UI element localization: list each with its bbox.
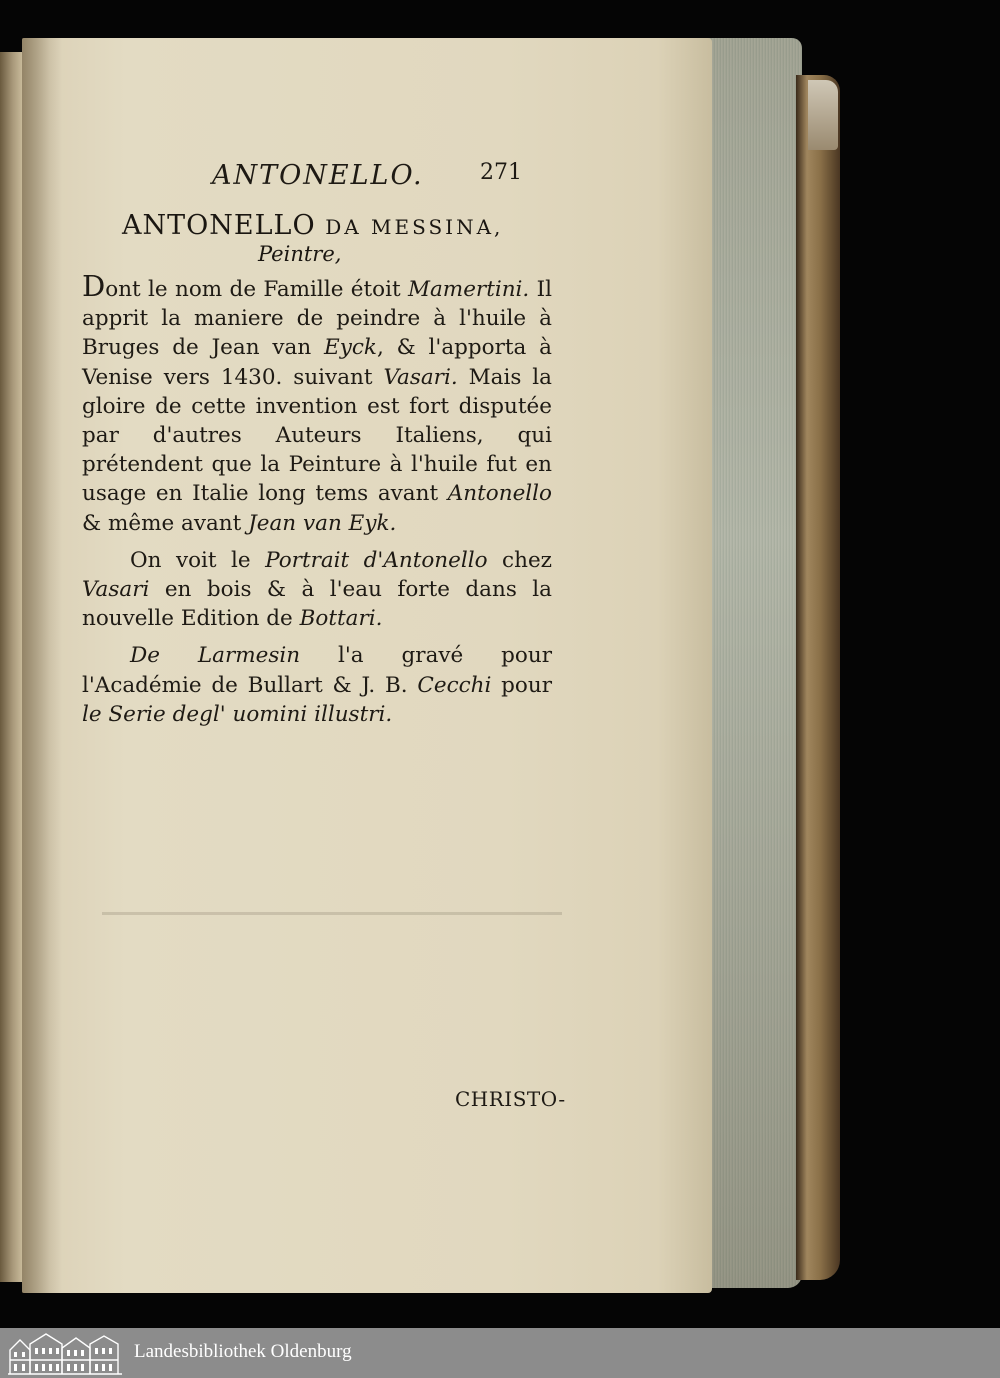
footer-bar [0, 1328, 1000, 1378]
italic-run: Antonello [447, 481, 552, 507]
italic-run: Bottari. [299, 606, 383, 632]
italic-run: Cecchi [417, 672, 492, 698]
entry-subtitle: Peintre, [258, 242, 342, 266]
text-run: & même avant [82, 510, 249, 536]
running-header: ANTONELLO. [212, 160, 424, 191]
library-building-icon [6, 1330, 124, 1376]
entry-body [82, 269, 552, 737]
text-run: ont le nom de Famille étoit [105, 277, 408, 302]
text-run: l'a gravé pour l'Académie de Bullart & J. B. [82, 643, 552, 698]
drop-cap: D [82, 269, 106, 303]
italic-run: De Larmesin [130, 643, 301, 669]
text-run: Mais la gloire de cette invention est fort disputée par d'autres Auteurs Italiens, qui prétendent que la Peinture à l'huile fut en usage en Italie long tems avant [82, 364, 552, 507]
entry-title [122, 210, 503, 241]
text-run: chez [487, 547, 552, 573]
catchword: CHRISTO- [455, 1087, 566, 1111]
book-cover-edge [796, 75, 840, 1280]
text-run: On voit le [130, 547, 266, 573]
italic-run: Vasari. [383, 364, 458, 390]
italic-run: Mamertini. [407, 277, 530, 302]
paragraph-3 [82, 641, 552, 729]
paragraph-1 [82, 269, 552, 538]
page-number: 271 [480, 160, 522, 185]
torn-cover-corner [808, 80, 838, 150]
italic-run: le Serie degl' uomini illustri. [82, 701, 393, 727]
library-name: Landesbibliothek Oldenburg [134, 1341, 352, 1362]
text-run: en bois & à l'eau forte dans la nouvelle Edition de [82, 577, 552, 632]
entry-title-rest: DA MESSINA, [325, 215, 504, 239]
text-run: pour [491, 672, 552, 698]
paragraph-2 [82, 546, 552, 634]
italic-run: Eyck [324, 335, 377, 361]
show-through-rule [102, 912, 562, 915]
text-run: , & l'apporta à Venise vers 1430. suivant [82, 335, 552, 390]
italic-run: Jean van Eyk. [248, 510, 397, 536]
entry-title-name: ANTONELLO [122, 210, 316, 241]
italic-run: Vasari [82, 577, 150, 603]
page-edges [700, 38, 802, 1288]
italic-run: Portrait d'Antonello [265, 547, 488, 573]
text-run: Il apprit la maniere de peindre à l'huile à Bruges de Jean van [82, 277, 552, 361]
